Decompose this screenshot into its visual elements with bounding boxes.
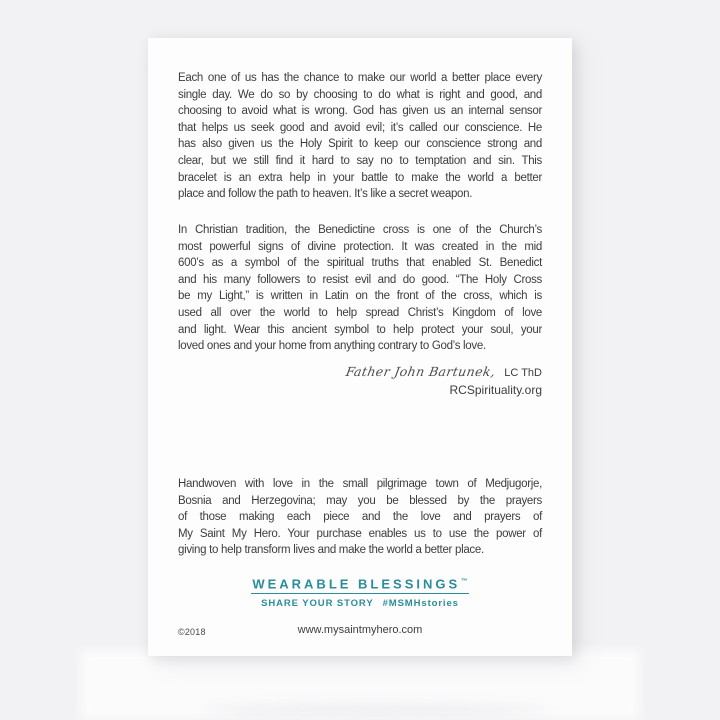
brand-divider (251, 593, 469, 594)
brand-website: www.mysaintmyhero.com (297, 624, 423, 636)
card-footer (178, 624, 542, 640)
signature-website: RCSpirituality.org (449, 383, 542, 397)
share-your-story-text: SHARE YOUR STORY (261, 598, 374, 610)
trademark-symbol: ™ (461, 578, 468, 585)
msmh-hashtag: #MSMHstories (382, 598, 459, 610)
brand-title-text: WEARABLE BLESSINGS (252, 576, 461, 592)
benedictine-cross-paragraph: In Christian tradition, the Benedictine cross is one of the Church’s most powerful signs of divine protection. It was created in the mid 600’s as a symbol of the spiritual truths that enabled St. Benedict and his many followers to resist evil and do good. “The Holy Cross be my Light,” is written in Latin on the front of the cross, which is used all over the world to help spread Christ’s Kingdom of love and light. Wear this ancient symbol to help protect your soul, your loved ones and your home from anything contrary to God’s love. (178, 224, 542, 353)
signature-name: Father John Bartunek, (345, 364, 498, 379)
signature-credentials: LC ThD (504, 367, 542, 379)
intro-paragraph: Each one of us has the chance to make our world a better place every single day. We do so by choosing to do what is right and good, and choosing to avoid what is wrong. God has given us an internal sensor that helps us seek good and avoid evil; it’s called our conscience. He has also given us the Holy Spirit to keep our conscience strong and clear, but we still find it hard to say no to temptation and sin. This bracelet is an extra help in your battle to make the world a better place and follow the path to heaven. It’s like a secret weapon. (178, 72, 542, 201)
brand-block (178, 574, 542, 610)
brand-tagline (178, 597, 542, 610)
copyright-text: ©2018 (178, 627, 206, 637)
brand-title (178, 574, 542, 591)
signature-line (178, 363, 542, 382)
card-shadow (200, 706, 550, 714)
product-card-back (148, 38, 572, 656)
handwoven-paragraph: Handwoven with love in the small pilgrimage town of Medjugorje, Bosnia and Herzegovina; may you be blessed by the prayers of those making each piece and the love and prayers of My Saint My Hero. Your purchase enables us to use the power of giving to help transform lives and make the world a better place. (178, 478, 542, 557)
signature-block (178, 363, 542, 398)
